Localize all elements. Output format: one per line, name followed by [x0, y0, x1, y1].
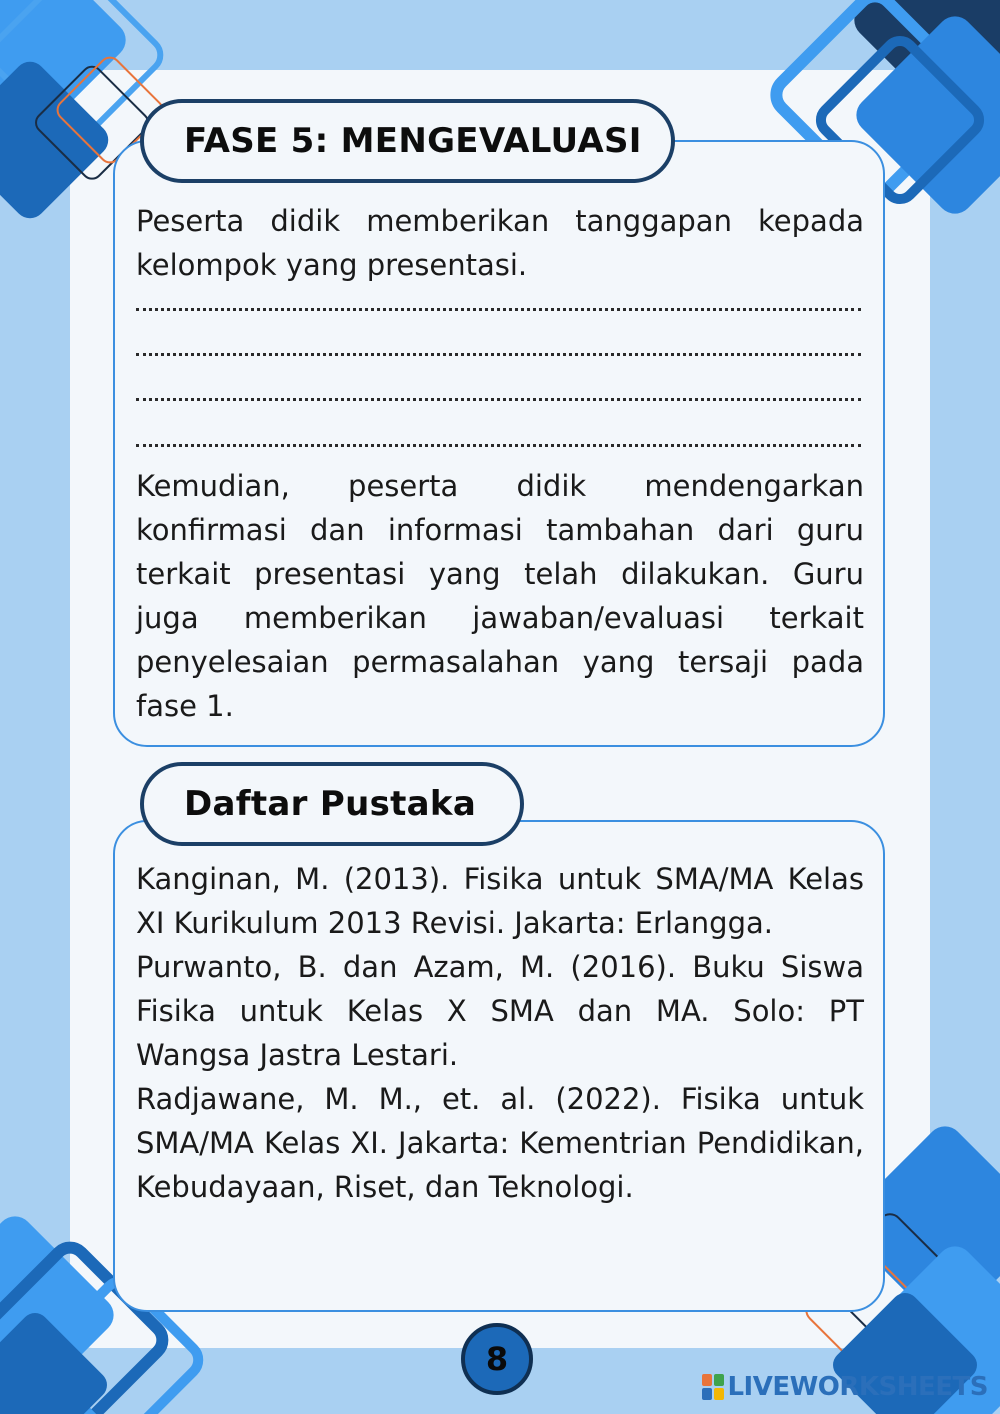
- evaluation-body: Kemudian, peserta didik mendengarkan konfirmasi dan informasi tambahan dari guru terkait presentasi yang telah dilakukan. Guru juga memberikan jawaban/evaluasi terkait penyelesaian permasalahan yang tersaji pada fase 1.: [136, 469, 864, 723]
- brand-name: LIVEWORKSHEETS: [727, 1372, 988, 1402]
- liveworksheets-logo-icon: [702, 1374, 724, 1400]
- reference-item: Kanginan, M. (2013). Fisika untuk SMA/MA Kelas XI Kurikulum 2013 Revisi. Jakarta: Erlangga.: [136, 862, 864, 940]
- answer-line-4[interactable]: [136, 444, 861, 447]
- answer-line-1[interactable]: [136, 308, 861, 311]
- reference-item: Purwanto, B. dan Azam, M. (2016). Buku Siswa Fisika untuk Kelas X SMA dan MA. Solo: PT Wangsa Jastra Lestari.: [136, 950, 864, 1072]
- answer-line-2[interactable]: [136, 353, 861, 356]
- reference-item: Radjawane, M. M., et. al. (2022). Fisika untuk SMA/MA Kelas XI. Jakarta: Kementrian Pendidikan, Kebudayaan, Riset, dan Teknologi.: [136, 1082, 864, 1204]
- section-title: FASE 5: MENGEVALUASI: [184, 121, 642, 161]
- answer-line-3[interactable]: [136, 398, 861, 401]
- references-title: Daftar Pustaka: [184, 784, 477, 824]
- brand-watermark[interactable]: [702, 1372, 988, 1402]
- page-number-badge: [461, 1323, 533, 1395]
- section-title-pill: [140, 99, 675, 183]
- page-number: 8: [485, 1340, 509, 1378]
- references-title-pill: [140, 762, 524, 846]
- references-list: [136, 857, 864, 1209]
- card-top-border: [675, 140, 815, 142]
- evaluation-intro: Peserta didik memberikan tanggapan kepada kelompok yang presentasi.: [136, 204, 864, 282]
